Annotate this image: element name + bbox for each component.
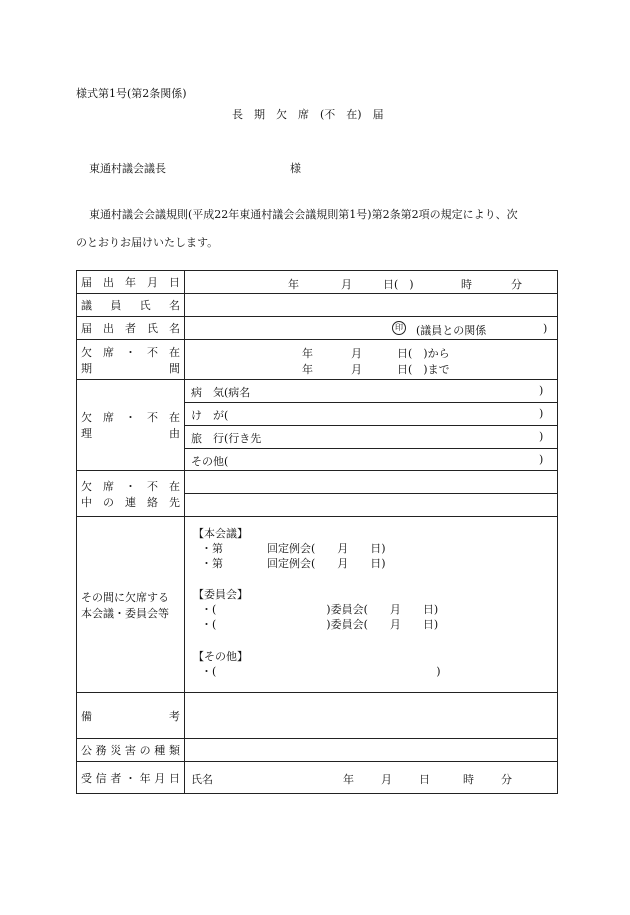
contact-field-2[interactable] — [185, 494, 557, 516]
label-absence-period: 欠 席 ・ 不 在 期 間 — [77, 340, 185, 380]
label-contact: 欠 席 ・ 不 在 中 の 連 絡 先 — [77, 471, 185, 517]
row-member-name — [77, 294, 558, 317]
absence-form-table — [76, 270, 558, 794]
label-remarks: 備 考 — [77, 693, 185, 739]
receiver-field[interactable]: 氏名 年 月 日 時 分 — [185, 762, 558, 794]
contact-field-1[interactable] — [185, 471, 557, 494]
reason-other[interactable]: その他( ) — [191, 453, 544, 468]
form-number: 様式第1号(第2条関係) — [76, 87, 187, 100]
absence-reason-options — [185, 380, 558, 471]
submitter-name-field[interactable]: 印 (議員との関係 ) — [185, 317, 558, 340]
other-line-1: ・( ) — [201, 665, 441, 678]
committee-heading: 【委員会】 — [193, 588, 248, 601]
row-disaster-type — [77, 739, 558, 762]
label-receiver: 受 信 者 ・ 年 月 日 — [77, 762, 185, 794]
submit-date-field[interactable]: 年 月 日( ) 時 分 — [185, 271, 558, 294]
body-text-line1: 東通村議会会議規則(平成22年東通村議会会議規則第1号)第2条第2項の規定により、次 — [89, 208, 518, 221]
reason-travel[interactable]: 旅 行(行き先 ) — [185, 426, 557, 449]
seal-stamp-icon: 印 — [392, 321, 406, 335]
row-receiver — [77, 762, 558, 794]
row-contact — [77, 471, 558, 517]
reason-injury[interactable]: け が( ) — [185, 403, 557, 426]
plenary-heading: 【本会議】 — [193, 527, 248, 540]
contact-fields — [185, 471, 558, 517]
label-meetings: その間に欠席する 本会議・委員会等 — [77, 517, 185, 693]
other-heading: 【その他】 — [193, 650, 248, 663]
form-title: 長 期 欠 席 (不 在) 届 — [232, 108, 384, 121]
row-absence-reason — [77, 380, 558, 471]
reason-illness[interactable]: 病 気(病名 ) — [185, 380, 557, 403]
label-absence-reason: 欠 席 ・ 不 在 理 由 — [77, 380, 185, 471]
row-absence-period — [77, 340, 558, 380]
meetings-field[interactable] — [185, 517, 558, 693]
label-member-name: 議 員 氏 名 — [77, 294, 185, 317]
row-submitter-name — [77, 317, 558, 340]
plenary-line-1: ・第 回定例会( 月 日) — [201, 542, 386, 555]
disaster-type-field[interactable] — [185, 739, 558, 762]
relation-label: (議員との関係 — [416, 324, 487, 337]
row-submit-date — [77, 271, 558, 294]
label-disaster-type: 公 務 災 害 の 種 類 — [77, 739, 185, 762]
body-text-line2: のとおりお届けいたします。 — [76, 236, 219, 249]
plenary-line-2: ・第 回定例会( 月 日) — [201, 557, 386, 570]
member-name-field[interactable] — [185, 294, 558, 317]
addressee: 東通村議会議長 — [89, 162, 166, 175]
committee-line-2: ・( )委員会( 月 日) — [201, 618, 439, 631]
label-submitter-name: 届 出 者 氏 名 — [77, 317, 185, 340]
remarks-field[interactable] — [185, 693, 558, 739]
label-submit-date: 届 出 年 月 日 — [77, 271, 185, 294]
honorific: 様 — [290, 162, 301, 175]
row-meetings — [77, 517, 558, 693]
row-remarks — [77, 693, 558, 739]
committee-line-1: ・( )委員会( 月 日) — [201, 603, 439, 616]
absence-period-field[interactable]: 年 月 日( )から 年 月 日( )まで — [185, 340, 558, 380]
